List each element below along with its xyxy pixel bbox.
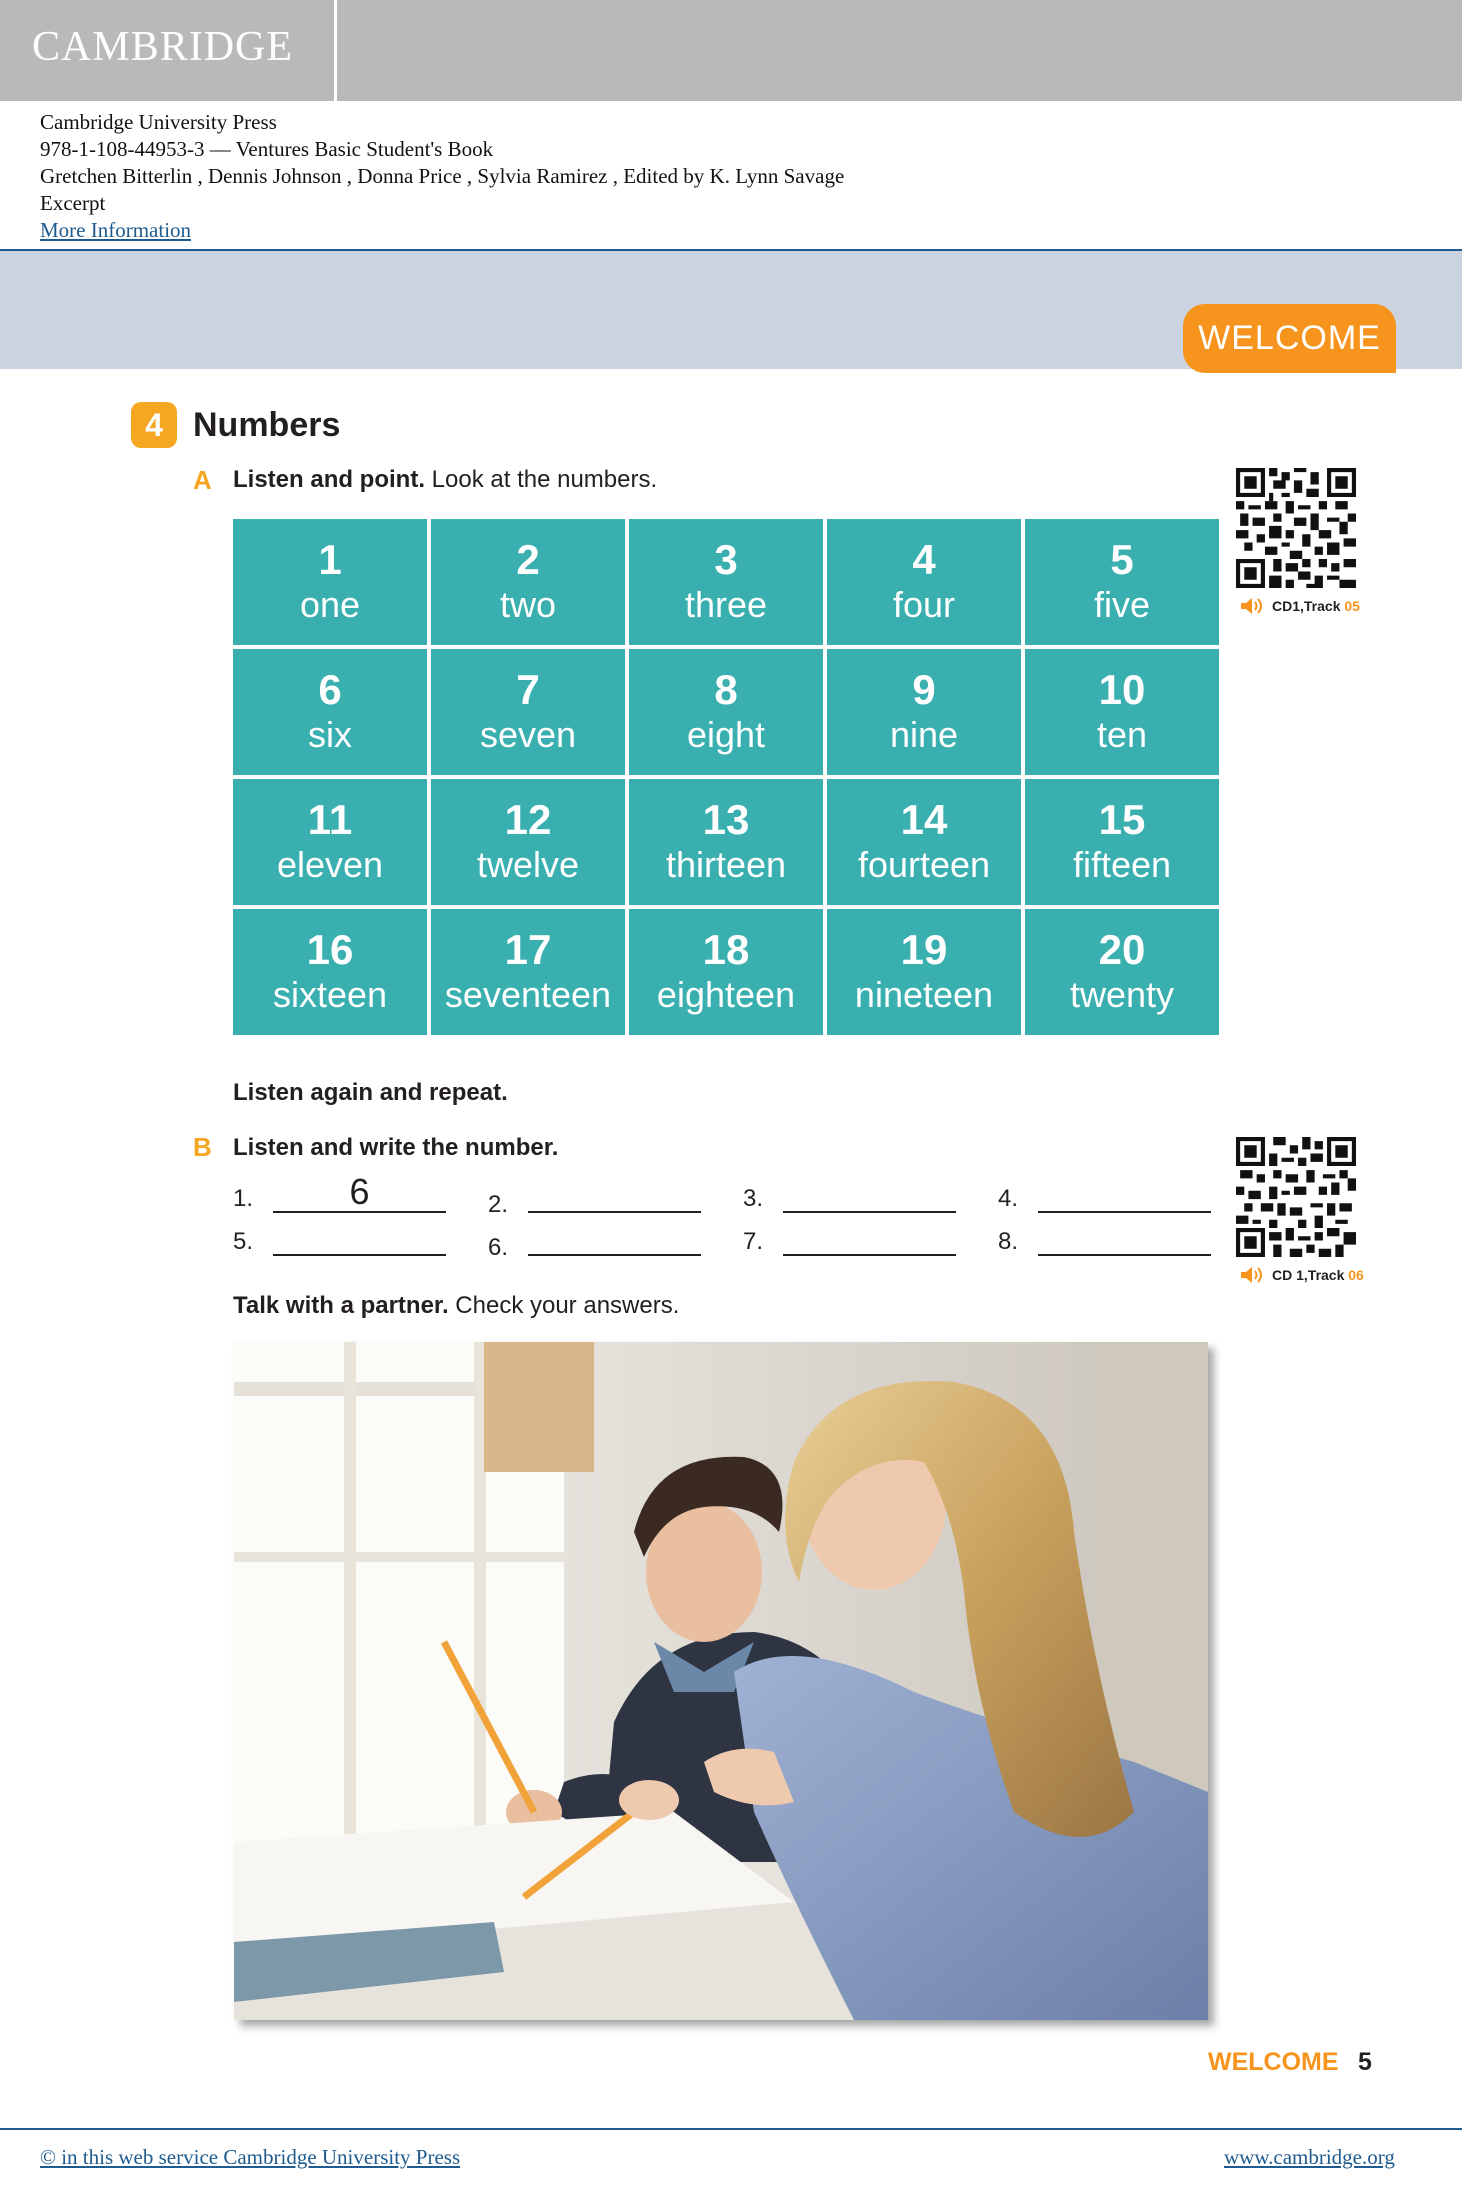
number-word: two [499,584,557,625]
number-word: eleven [276,844,384,885]
number-card [233,909,427,1035]
number-word: seventeen [444,974,612,1015]
number-digit: 11 [307,796,353,843]
answer-blank [488,1226,704,1261]
isbn-title: 978-1-108-44953-3 — Ventures Basic Student's Book [40,137,494,161]
audio-track-a[interactable] [1240,596,1360,616]
number-card [233,519,427,645]
excerpt-label: Excerpt [40,191,106,215]
number-card [233,649,427,775]
section-number-badge: 4 [131,402,177,448]
qr-code-icon[interactable] [1236,468,1356,588]
number-card [1025,649,1219,775]
cambridge-logo[interactable]: CAMBRIDGE [32,24,294,70]
students-writing-illustration [234,1342,1208,2020]
number-digit: 18 [702,926,750,973]
unit-tab: WELCOME [1183,304,1396,373]
cambridge-site-link[interactable]: www.cambridge.org [1224,2145,1395,2169]
number-word: nine [889,714,959,755]
number-word: one [299,584,361,625]
number-word: sixteen [272,974,388,1015]
number-digit: 5 [1110,536,1134,583]
number-digit: 4 [912,536,936,583]
number-digit: 17 [504,926,552,973]
answer-blank [233,1226,449,1256]
number-card [233,779,427,905]
number-card [827,519,1021,645]
section-title: Numbers [193,406,341,444]
authors: Gretchen Bitterlin , Dennis Johnson , Donna Price , Sylvia Ramirez , Edited by K. Lynn Savage [40,164,845,188]
number-word: eight [686,714,766,755]
part-a-instruction-bold: Listen and point. [233,466,425,493]
audio-track-b[interactable] [1240,1265,1364,1285]
page-number: 5 [1358,2048,1372,2076]
number-card [629,649,823,775]
number-card [629,909,823,1035]
speaker-icon [1240,596,1266,616]
number-word: thirteen [665,844,787,885]
number-word: seven [479,714,577,755]
number-word: ten [1096,714,1148,755]
answer-blank [743,1183,959,1213]
part-b-letter: B [193,1132,212,1162]
partner-instruction-rest: Check your answers. [448,1292,680,1319]
number-word: fifteen [1072,844,1172,885]
students-photo [234,1342,1208,2020]
copyright-link[interactable]: © in this web service Cambridge University Press [40,2145,461,2169]
number-word: twelve [476,844,580,885]
number-card [431,649,625,775]
part-b-instruction: Listen and write the number. [233,1134,559,1161]
number-digit: 19 [900,926,948,973]
more-information-link[interactable]: More Information [40,218,192,242]
cambridge-logo-box [0,0,337,101]
partner-instruction-bold: Talk with a partner. [233,1292,449,1319]
answer-line[interactable] [273,1254,446,1256]
blank-number: 3. [743,1185,764,1212]
number-card [629,519,823,645]
blank-number: 2. [488,1191,509,1218]
partner-instruction [233,1291,679,1321]
number-card [431,779,625,905]
publisher-name: Cambridge University Press [40,110,277,134]
number-card [827,649,1021,775]
number-digit: 6 [318,666,342,713]
answer-line[interactable] [783,1254,956,1256]
footer-unit-label: WELCOME [1208,2048,1339,2076]
blank-number: 8. [998,1228,1019,1255]
number-digit: 15 [1098,796,1146,843]
number-word: four [892,584,956,625]
answer-line[interactable] [528,1211,701,1213]
number-word: three [684,584,768,625]
number-digit: 7 [516,666,540,713]
audio-cd-label: CD1,Track [1272,598,1341,614]
audio-cd-label: CD 1,Track [1272,1267,1345,1283]
audio-track-number: 05 [1344,598,1360,614]
number-word: nineteen [854,974,994,1015]
audio-track-number: 06 [1348,1267,1364,1283]
number-card [431,519,625,645]
number-digit: 1 [318,536,342,583]
number-digit: 9 [912,666,936,713]
blank-number: 4. [998,1185,1019,1212]
answer-blank [488,1183,704,1218]
answer-line[interactable] [1038,1254,1211,1256]
number-digit: 8 [714,666,738,713]
qr-code-icon[interactable] [1236,1137,1356,1257]
publisher-banner [0,0,1462,101]
number-digit: 10 [1098,666,1146,713]
speaker-icon [1240,1265,1266,1285]
part-a-instruction [233,465,657,495]
number-digit: 12 [504,796,552,843]
part-a-letter: A [193,465,212,495]
answer-value: 6 [349,1171,370,1212]
number-card [1025,519,1219,645]
number-digit: 3 [714,536,738,583]
number-card [629,779,823,905]
part-a-instruction-rest: Look at the numbers. [425,466,658,493]
blank-number: 6. [488,1234,509,1261]
blank-number: 1. [233,1185,254,1212]
number-card [1025,779,1219,905]
number-digit: 2 [516,536,540,583]
number-digit: 16 [306,926,354,973]
number-word: twenty [1069,974,1175,1015]
answer-blank [743,1226,959,1256]
number-digit: 20 [1098,926,1146,973]
number-word: eighteen [656,974,796,1015]
number-digit: 14 [900,796,948,843]
number-word: fourteen [857,844,991,885]
book-info [40,109,844,244]
number-card [827,909,1021,1035]
answer-blank [998,1183,1214,1213]
number-word: six [308,714,352,755]
answer-line[interactable] [528,1254,701,1256]
answer-blank [233,1171,449,1213]
repeat-instruction: Listen again and repeat. [233,1079,508,1106]
number-card [827,779,1021,905]
answer-blank [998,1226,1214,1256]
number-grid [233,519,1219,1041]
answer-line[interactable] [783,1211,956,1213]
blank-number: 5. [233,1228,254,1255]
answer-line[interactable] [1038,1211,1211,1213]
number-digit: 13 [702,796,750,843]
blank-number: 7. [743,1228,764,1255]
number-card [431,909,625,1035]
footer-divider [0,2128,1462,2130]
number-word: five [1093,584,1151,625]
number-card [1025,909,1219,1035]
